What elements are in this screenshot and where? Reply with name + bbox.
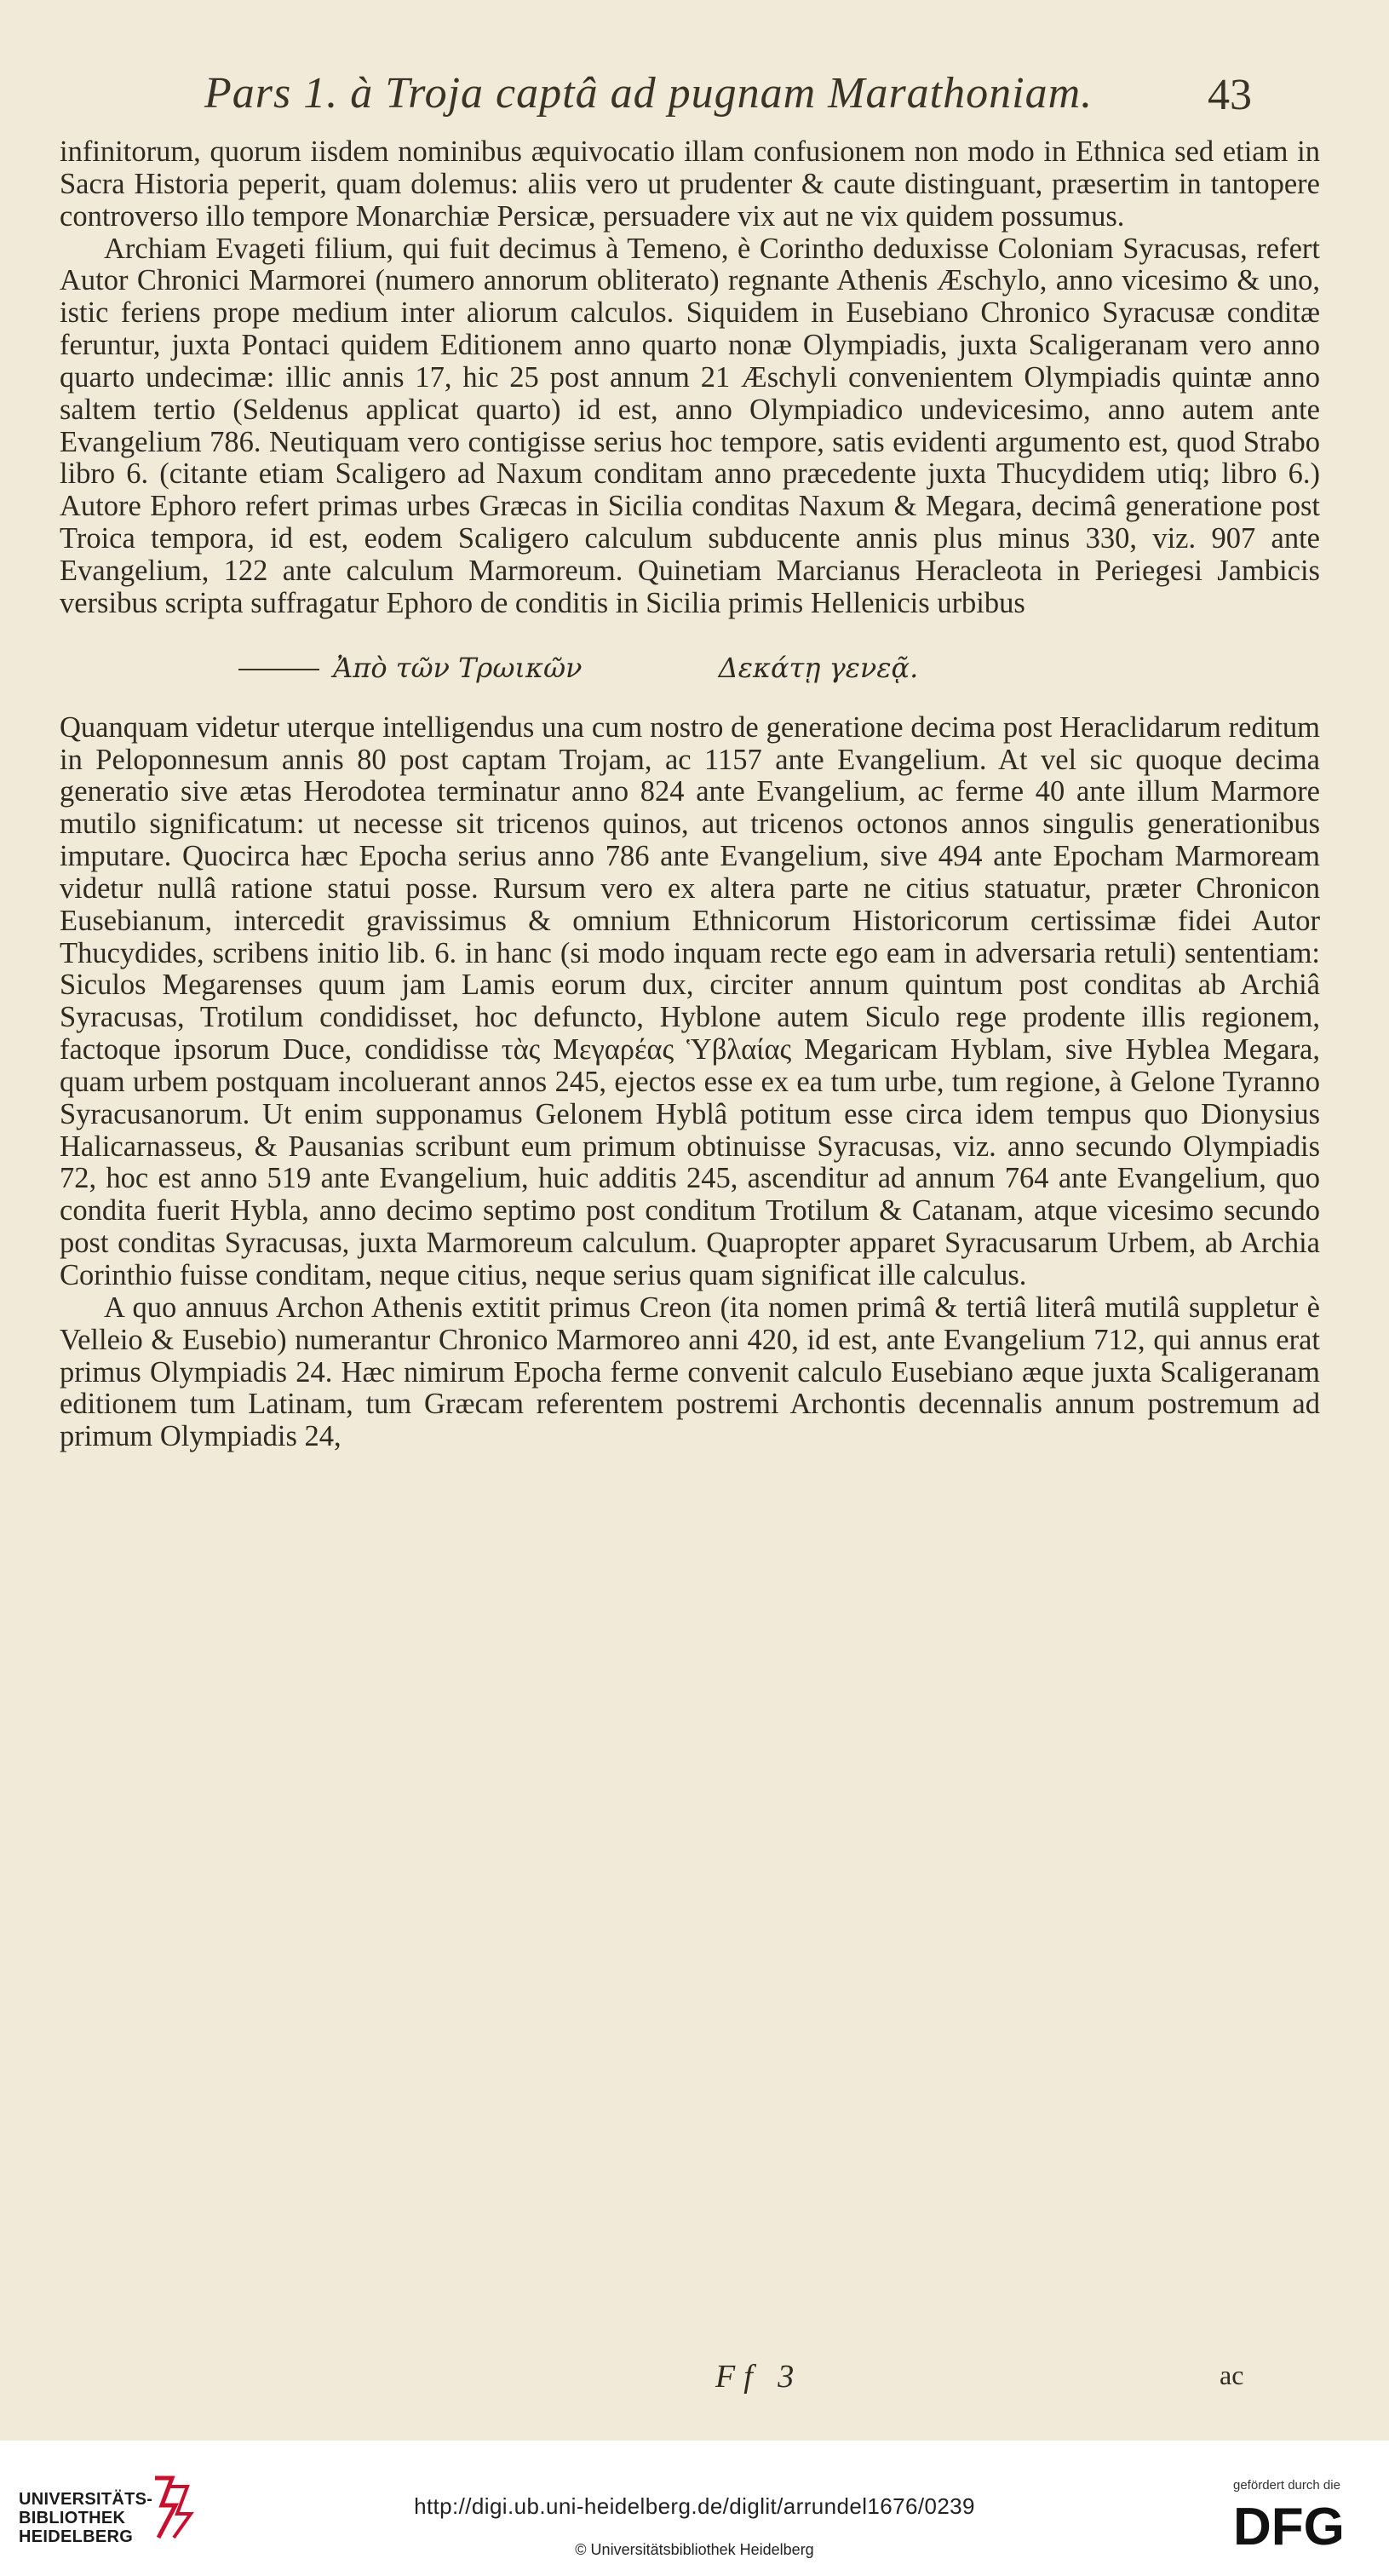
viewer-footer: [0, 2441, 1389, 2576]
dfg-logo[interactable]: [1233, 2495, 1378, 2555]
paragraph-3: Quanquam videtur uterque intelligendus una cum nostro de generatione decima post Heraclidarum reditum in Peloponnesum annis 80 post captam Trojam, ac 1157 ante Evangelium. At vel sic quoque decima generatio sive ætas Herodotea terminatur anno 824 ante Evangelium, ac ferme 40 ante illum Marmore mutilo significatum: ut necesse sit tricenos quinos, aut tricenos octonos annos singulis generationibus imputare. Quocirca hæc Epocha serius anno 786 ante Evangelium, sive 494 ante Epocham Marmoream videtur nullâ ratione statui posse. Rursum vero ex altera parte ne citius statuatur, præter Chronicon Eusebianum, intercedit gravissimus & omnium Ethnicorum Historicorum certissimæ fidei Autor Thucydides, scribens initio lib. 6. in hanc (si modo inquam recte ego eam in adversaria retuli) sententiam: Siculos Megarenses quum jam Lamis eorum dux, circiter annum quintum post conditas ab Archiâ Syracusas, Trotilum condidisset, hoc defuncto, Hyblone autem Siculo rege prodente illis regionem, factoque ipsorum Duce, condidisse τὰς Μεγαρέας Ὑβλαίας Megaricam Hyblam, sive Hyblea Megara, quam urbem postquam incoluerant annos 245, ejectos esse ex ea tum urbe, tum regione, à Gelone Tyranno Syracusanorum. Ut enim supponamus Gelonem Hyblâ potitum esse circa idem tempus quo Dionysius Halicarnasseus, & Pausanias scribunt eum primum obtinuisse Syracusas, viz. anno secundo Olympiadis 72, hoc est anno 519 ante Evangelium, huic additis 245, ascenditur ad annum 764 ante Evangelium, quo condita fuerit Hybla, anno decimo septimo post conditum Trotilum & Catanam, atque vicesimo secundo post conditas Syracusas, juxta Marmoreum calculum. Quapropter apparet Syracusarum Urbem, ab Archia Corinthio fuisse conditam, neque citius, neque serius quam significat ille calculus.: [60, 710, 1320, 1291]
library-name-line-1: UNIVERSITÄTS-: [19, 2490, 153, 2509]
paragraph-1: infinitorum, quorum iisdem nominibus æquivocatio illam confusionem non modo in Ethnica sed etiam in Sacra Historia peperit, quam dolemus: aliis vero ut prudenter & caute distinguant, præsertim in tantopere controverso illo tempore Monarchiæ Persicæ, persuadere vix aut ne vix quidem possumus.: [60, 135, 1320, 233]
verse-part-2: Δεκάτῃ γενεᾷ.: [718, 651, 919, 684]
paragraph-4: A quo annuus Archon Athenis extitit primus Creon (ita nomen primâ & tertiâ literâ mutilâ suppletur è Velleio & Eusebio) numerantur Chronico Marmoreo anni 420, id est, ante Evangelium 712, qui annus erat primus Olympiadis 24. Hæc nimirum Epocha ferme convenit calculo Eusebiano æque juxta Scaligeranam editionem tum Latinam, tum Græcam referentem postremi Archontis decennalis annum postremum ad primum Olympiadis 24,: [60, 1291, 1320, 1453]
main-text: [60, 136, 1320, 1453]
paragraph-2: Archiam Evageti filium, qui fuit decimus à Temeno, è Corintho deduxisse Coloniam Syracusas, refert Autor Chronici Marmorei (numero annorum obliterato) regnante Athenis Æschylo, anno vicesimo & uno, istic feriens prope medium inter aliorum calculos. Siquidem in Eusebiano Chronico Syracusæ conditæ feruntur, juxta Pontaci quidem Editionem anno quarto nonæ Olympiadis, juxta Scaligeranam vero anno quarto undecimæ: illic annis 17, hic 25 post annum 21 Æschyli convenientem Olympiadis quintæ anno saltem tertio (Seldenus applicat quarto) id est, anno Olympiadico undevicesimo, anno autem ante Evangelium 786. Neutiquam vero contigisse serius hoc tempore, satis evidenti argumento est, quod Strabo libro 6. (citante etiam Scaligero ad Naxum conditam anno præcedente juxta Thucydidem utiq; libro 6.) Autore Ephoro refert primas urbes Græcas in Sicilia conditas Naxum & Megara, decimâ generatione post Troica tempora, id est, eodem Scaligero calculum subducente annis plus minus 330, viz. 907 ante Evangelium, 122 ante calculum Marmoreum. Quinetiam Marcianus Heracleota in Periegesi Jambicis versibus scripta suffragatur Ephoro de conditis in Sicilia primis Hellenicis urbibus: [60, 232, 1320, 619]
library-name-line-3: HEIDELBERG: [19, 2527, 134, 2546]
page-url-link[interactable]: http://digi.ub.uni-heidelberg.de/diglit/arrundel1676/0239: [414, 2493, 975, 2519]
verse-part-1: Ἀπὸ τῶν Τρωικῶν: [333, 651, 583, 684]
signature-mark: Ff 3: [715, 2359, 803, 2395]
library-name-line-2: BIBLIOTHEK: [19, 2509, 126, 2527]
funding-note: gefördert durch die: [1233, 2478, 1340, 2493]
running-head: [0, 60, 1389, 136]
page-number: 43: [1208, 71, 1252, 119]
verse-rule: [238, 669, 319, 670]
greek-verse: [60, 634, 1320, 702]
copyright-text: © Universitätsbibliothek Heidelberg: [575, 2541, 814, 2558]
page-foot: [0, 2358, 1389, 2401]
dfg-logo-text: DFG: [1233, 2498, 1345, 2555]
catchword: ac: [1220, 2360, 1244, 2390]
running-title: Pars 1. à Troja captâ ad pugnam Marathoniam.: [204, 69, 1093, 118]
